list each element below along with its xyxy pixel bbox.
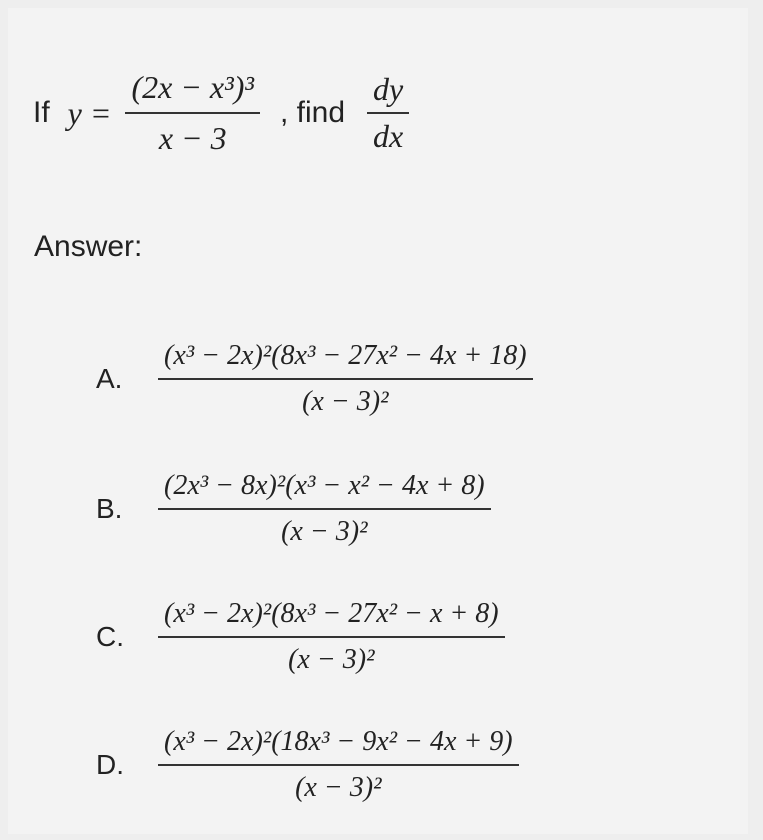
question-lhs: y = bbox=[67, 94, 112, 131]
question-denominator: x − 3 bbox=[158, 120, 227, 156]
option-fraction bbox=[158, 726, 519, 804]
option-c[interactable] bbox=[8, 573, 748, 701]
option-letter: B. bbox=[96, 493, 123, 524]
question-numerator: (2x − x³)³ bbox=[131, 69, 254, 105]
derivative-fraction bbox=[367, 71, 409, 155]
derivative-denominator: dx bbox=[373, 118, 404, 154]
question-fraction bbox=[125, 69, 260, 157]
question-sheet bbox=[8, 8, 748, 834]
find-text: , find bbox=[279, 96, 346, 129]
option-letter: C. bbox=[96, 621, 124, 652]
option-fraction bbox=[158, 598, 505, 676]
option-letter: A. bbox=[96, 363, 123, 394]
question-prefix: If bbox=[33, 96, 50, 129]
option-denominator: (x − 3)² bbox=[302, 386, 389, 417]
option-fraction bbox=[158, 340, 533, 418]
option-b[interactable] bbox=[8, 445, 748, 573]
option-denominator: (x − 3)² bbox=[295, 772, 382, 803]
option-numerator: (x³ − 2x)²(8x³ − 27x² − 4x + 18) bbox=[164, 340, 527, 371]
option-numerator: (x³ − 2x)²(18x³ − 9x² − 4x + 9) bbox=[164, 726, 513, 757]
option-d[interactable] bbox=[8, 701, 748, 829]
option-a[interactable] bbox=[8, 315, 748, 443]
option-numerator: (2x³ − 8x)²(x³ − x² − 4x + 8) bbox=[164, 470, 485, 501]
option-denominator: (x − 3)² bbox=[288, 644, 375, 675]
answer-label: Answer: bbox=[34, 230, 143, 263]
option-numerator: (x³ − 2x)²(8x³ − 27x² − x + 8) bbox=[164, 598, 499, 629]
option-denominator: (x − 3)² bbox=[281, 516, 368, 547]
question-row bbox=[8, 53, 748, 173]
derivative-numerator: dy bbox=[373, 71, 404, 107]
option-letter: D. bbox=[96, 749, 124, 780]
option-fraction bbox=[158, 470, 491, 548]
